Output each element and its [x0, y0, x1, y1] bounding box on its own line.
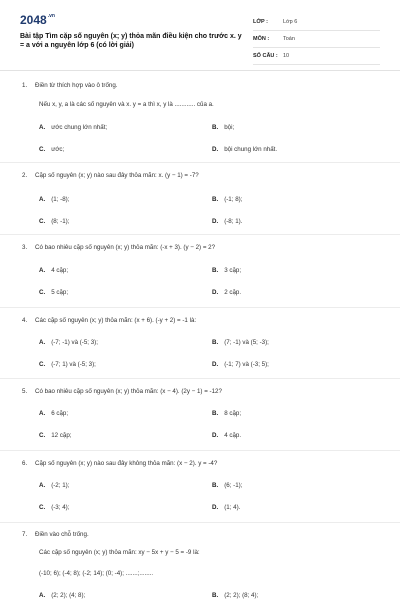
option-letter: C. — [39, 289, 46, 296]
question-text: Nếu x, y, a là các số nguyên và x. y = a thì x, y là ............ của a. — [39, 101, 214, 108]
question-number: 2. — [22, 172, 28, 179]
question-divider — [0, 522, 400, 523]
option-letter: C. — [39, 146, 46, 153]
option-text: (2; 2); (8; 4); — [224, 592, 259, 599]
option-letter: D. — [212, 289, 219, 296]
option-a[interactable] — [39, 124, 107, 131]
option-d[interactable] — [212, 361, 269, 368]
option-text: 12 cặp; — [51, 432, 72, 439]
question-divider — [0, 162, 400, 163]
option-b[interactable] — [212, 410, 241, 417]
option-text: (7; -1) và (5; -3); — [224, 339, 269, 346]
option-letter: B. — [212, 482, 219, 489]
option-text: (1; -8); — [51, 196, 70, 203]
option-letter: D. — [212, 218, 219, 225]
option-a[interactable] — [39, 592, 85, 599]
option-text: 8 cặp; — [224, 410, 242, 417]
option-a[interactable] — [39, 196, 69, 203]
option-letter: B. — [212, 267, 219, 274]
question-stem: Điền từ thích hợp vào ô trống. — [35, 82, 118, 89]
option-letter: D. — [212, 361, 219, 368]
question-divider — [0, 450, 400, 451]
option-a[interactable] — [39, 482, 69, 489]
question-divider — [0, 378, 400, 379]
option-d[interactable] — [212, 289, 241, 296]
option-letter: B. — [212, 124, 219, 131]
question-stem: Điền vào chỗ trống. — [35, 531, 89, 538]
option-letter: C. — [39, 504, 46, 511]
option-letter: C. — [39, 432, 46, 439]
option-b[interactable] — [212, 196, 242, 203]
question-number: 1. — [22, 82, 28, 89]
question-text: (-10; 6); (-4; 8); (-2; 14); (0; -4); .......;........ — [39, 570, 154, 577]
option-text: 3 cặp; — [224, 267, 242, 274]
option-text: (-7; 1) và (-5; 3); — [51, 361, 96, 368]
option-text: (-1; 8); — [224, 196, 243, 203]
option-text: (-8; 1). — [224, 218, 243, 225]
option-c[interactable] — [39, 218, 69, 225]
option-text: (-2; 1); — [51, 482, 70, 489]
option-b[interactable] — [212, 592, 258, 599]
question-divider — [0, 307, 400, 308]
meta-table — [253, 14, 380, 65]
option-letter: B. — [212, 592, 219, 599]
question-stem: Cặp số nguyên (x; y) nào sau đây không thỏa mãn: (x − 2). y = -4? — [35, 460, 218, 467]
option-text: (1; 4). — [224, 504, 241, 511]
option-letter: B. — [212, 196, 219, 203]
option-text: 4 cặp; — [51, 267, 69, 274]
question-divider — [0, 234, 400, 235]
header-divider — [0, 70, 400, 71]
question-stem: Có bao nhiêu cặp số nguyên (x; y) thỏa mãn: (-x + 3). (y − 2) = 2? — [35, 244, 216, 251]
option-text: bội; — [224, 124, 235, 131]
option-b[interactable] — [212, 482, 242, 489]
logo-suffix: .vn — [47, 13, 55, 19]
option-d[interactable] — [212, 146, 277, 153]
option-letter: A. — [39, 339, 46, 346]
option-text: 6 cặp; — [51, 410, 69, 417]
option-text: ước; — [51, 146, 65, 153]
option-text: (-3; 4); — [51, 504, 70, 511]
option-c[interactable] — [39, 361, 96, 368]
option-letter: B. — [212, 410, 219, 417]
option-text: (-7; -1) và (-5; 3); — [51, 339, 98, 346]
option-b[interactable] — [212, 124, 234, 131]
option-a[interactable] — [39, 339, 98, 346]
option-letter: D. — [212, 432, 219, 439]
option-letter: A. — [39, 592, 46, 599]
option-d[interactable] — [212, 432, 241, 439]
option-letter: A. — [39, 482, 46, 489]
question-number: 4. — [22, 317, 28, 324]
meta-value: Lớp 6 — [283, 19, 298, 25]
option-text: (8; -1); — [51, 218, 70, 225]
option-d[interactable] — [212, 504, 240, 511]
option-letter: C. — [39, 218, 46, 225]
meta-value: 10 — [283, 53, 290, 59]
option-a[interactable] — [39, 267, 68, 274]
option-letter: A. — [39, 124, 46, 131]
option-letter: A. — [39, 196, 46, 203]
meta-key: SỐ CÂU : — [253, 53, 278, 59]
option-b[interactable] — [212, 339, 269, 346]
option-text: (2; 2); (4; 8); — [51, 592, 86, 599]
logo-text: 2048 — [20, 13, 47, 27]
option-c[interactable] — [39, 432, 71, 439]
option-letter: A. — [39, 410, 46, 417]
option-text: 4 cặp. — [224, 432, 242, 439]
header — [0, 0, 400, 62]
question-stem: Cặp số nguyên (x; y) nào sau đây thỏa mãn: x. (y − 1) = -7? — [35, 172, 199, 179]
option-letter: D. — [212, 504, 219, 511]
option-text: ước chung lớn nhất; — [51, 124, 108, 131]
question-stem: Các cặp số nguyên (x; y) thỏa mãn: (x + 6). (-y + 2) = -1 là: — [35, 317, 197, 324]
meta-value: Toán — [283, 36, 295, 42]
option-c[interactable] — [39, 504, 69, 511]
page-title: Bài tập Tìm cặp số nguyên (x; y) thỏa mãn điều kiện cho trước x. y = a với a nguyên lớp 6 (có lời giải) — [20, 33, 242, 49]
question-text: Các cặp số nguyên (x; y) thỏa mãn: xy − 5x + y − 5 = -9 là: — [39, 549, 200, 556]
option-d[interactable] — [212, 218, 242, 225]
option-a[interactable] — [39, 410, 68, 417]
option-b[interactable] — [212, 267, 241, 274]
option-text: 5 cặp; — [51, 289, 69, 296]
meta-row-subject — [253, 31, 380, 48]
meta-row-class — [253, 14, 380, 31]
option-letter: C. — [39, 361, 46, 368]
site-logo[interactable] — [20, 13, 55, 27]
question-number: 7. — [22, 531, 28, 538]
meta-row-count — [253, 48, 380, 65]
option-text: (6; -1); — [224, 482, 243, 489]
meta-key: MÔN : — [253, 36, 270, 42]
option-letter: A. — [39, 267, 46, 274]
option-letter: B. — [212, 339, 219, 346]
question-number: 6. — [22, 460, 28, 467]
question-number: 5. — [22, 388, 28, 395]
option-text: 2 cặp. — [224, 289, 242, 296]
option-letter: D. — [212, 146, 219, 153]
question-number: 3. — [22, 244, 28, 251]
option-c[interactable] — [39, 289, 68, 296]
option-text: bội chung lớn nhất. — [224, 146, 278, 153]
meta-key: LỚP : — [253, 19, 268, 25]
question-stem: Có bao nhiêu cặp số nguyên (x; y) thỏa mãn: (x − 4). (2y − 1) = -12? — [35, 388, 222, 395]
option-c[interactable] — [39, 146, 64, 153]
option-text: (-1; 7) và (-3; 5); — [224, 361, 269, 368]
